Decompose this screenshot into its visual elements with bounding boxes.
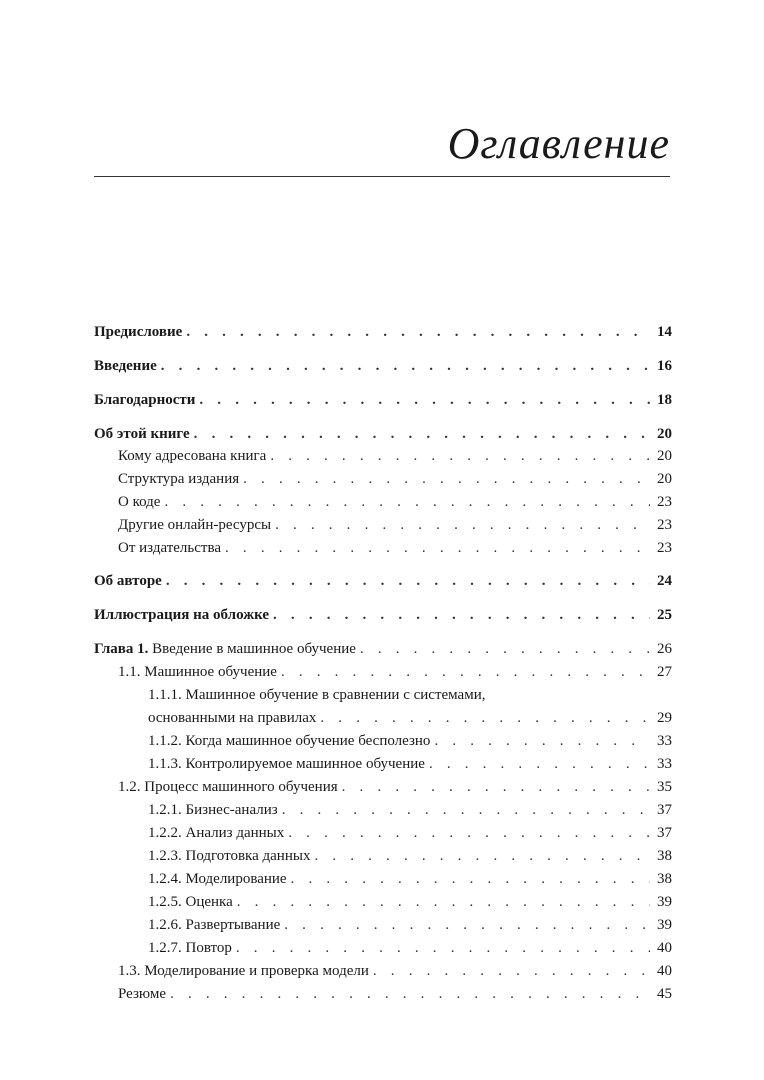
page-number: 16 bbox=[657, 358, 672, 374]
page-number: 33 bbox=[657, 733, 672, 749]
page-number: 24 bbox=[657, 573, 672, 589]
page-number: 38 bbox=[657, 871, 672, 887]
page-number: 27 bbox=[657, 664, 672, 680]
toc-entry-chapter-1[interactable]: Глава 1. Введение в машинное обучение . . . 26 bbox=[94, 639, 672, 659]
page-number: 35 bbox=[657, 779, 672, 795]
toc-entry-summary[interactable]: Резюме . . . 45 bbox=[94, 984, 672, 1004]
page-number: 26 bbox=[657, 641, 672, 657]
toc-entry-introduction[interactable]: Введение . . . 16 bbox=[94, 356, 672, 376]
page-number: 39 bbox=[657, 917, 672, 933]
toc-entry-structure[interactable]: Структура издания . . . 20 bbox=[94, 469, 672, 489]
page-number: 40 bbox=[657, 963, 672, 979]
page-title: Оглавление bbox=[447, 119, 670, 168]
page-number: 14 bbox=[657, 324, 672, 340]
toc-entry-audience[interactable]: Кому адресована книга . . . 20 bbox=[94, 446, 672, 466]
page-number: 20 bbox=[657, 448, 672, 464]
toc-entry-1-2-3[interactable]: 1.2.3. Подготовка данных . . . 38 bbox=[94, 846, 672, 866]
page-number: 20 bbox=[657, 471, 672, 487]
toc-entry-about-author[interactable]: Об авторе . . . 24 bbox=[94, 571, 672, 591]
toc-entry-1-2-1[interactable]: 1.2.1. Бизнес-анализ . . . 37 bbox=[94, 800, 672, 820]
page-number: 38 bbox=[657, 848, 672, 864]
toc-entry-1-1-3[interactable]: 1.1.3. Контролируемое машинное обучение . . . 33 bbox=[94, 754, 672, 774]
toc-entry-about-book[interactable]: Об этой книге . . . 20 bbox=[94, 424, 672, 444]
page-number: 20 bbox=[657, 426, 672, 442]
toc-entry-acknowledgements[interactable]: Благодарности . . . 18 bbox=[94, 390, 672, 410]
toc-entry-cover-illustration[interactable]: Иллюстрация на обложке . . . 25 bbox=[94, 605, 672, 625]
title-rule bbox=[94, 176, 670, 177]
toc-entry-1-1[interactable]: 1.1. Машинное обучение . . . 27 bbox=[94, 662, 672, 682]
page-number: 37 bbox=[657, 825, 672, 841]
toc-entry-1-2-5[interactable]: 1.2.5. Оценка . . . 39 bbox=[94, 892, 672, 912]
toc-entry-1-1-1-line1[interactable]: 1.1.1. Машинное обучение в сравнении с системами, bbox=[148, 687, 486, 703]
toc-entry-1-2-2[interactable]: 1.2.2. Анализ данных . . . 37 bbox=[94, 823, 672, 843]
page-number: 23 bbox=[657, 517, 672, 533]
toc-entry-publisher[interactable]: От издательства . . . 23 bbox=[94, 538, 672, 558]
page-number: 29 bbox=[657, 710, 672, 726]
toc-entry-1-2-4[interactable]: 1.2.4. Моделирование . . . 38 bbox=[94, 869, 672, 889]
page-number: 18 bbox=[657, 392, 672, 408]
toc-entry-1-2[interactable]: 1.2. Процесс машинного обучения . . . 35 bbox=[94, 777, 672, 797]
toc-entry-1-1-1[interactable]: основанными на правилах . . . 29 bbox=[94, 708, 672, 728]
toc-entry-1-1-2[interactable]: 1.1.2. Когда машинное обучение бесполезно . . . 33 bbox=[94, 731, 672, 751]
page-number: 37 bbox=[657, 802, 672, 818]
chapter-number: Глава 1. bbox=[94, 641, 149, 657]
page-number: 39 bbox=[657, 894, 672, 910]
page-number: 23 bbox=[657, 494, 672, 510]
toc-entry-code[interactable]: О коде . . . 23 bbox=[94, 492, 672, 512]
toc-entry-1-3[interactable]: 1.3. Моделирование и проверка модели . . . 40 bbox=[94, 961, 672, 981]
page-number: 45 bbox=[657, 986, 672, 1002]
page-number: 40 bbox=[657, 940, 672, 956]
page-number: 23 bbox=[657, 540, 672, 556]
page-number: 25 bbox=[657, 607, 672, 623]
toc-entry-1-2-7[interactable]: 1.2.7. Повтор . . . 40 bbox=[94, 938, 672, 958]
toc-entry-1-2-6[interactable]: 1.2.6. Развертывание . . . 39 bbox=[94, 915, 672, 935]
toc-entry-online-resources[interactable]: Другие онлайн-ресурсы . . . 23 bbox=[94, 515, 672, 535]
toc-entry-preface[interactable]: Предисловие . . . 14 bbox=[94, 322, 672, 342]
page-number: 33 bbox=[657, 756, 672, 772]
